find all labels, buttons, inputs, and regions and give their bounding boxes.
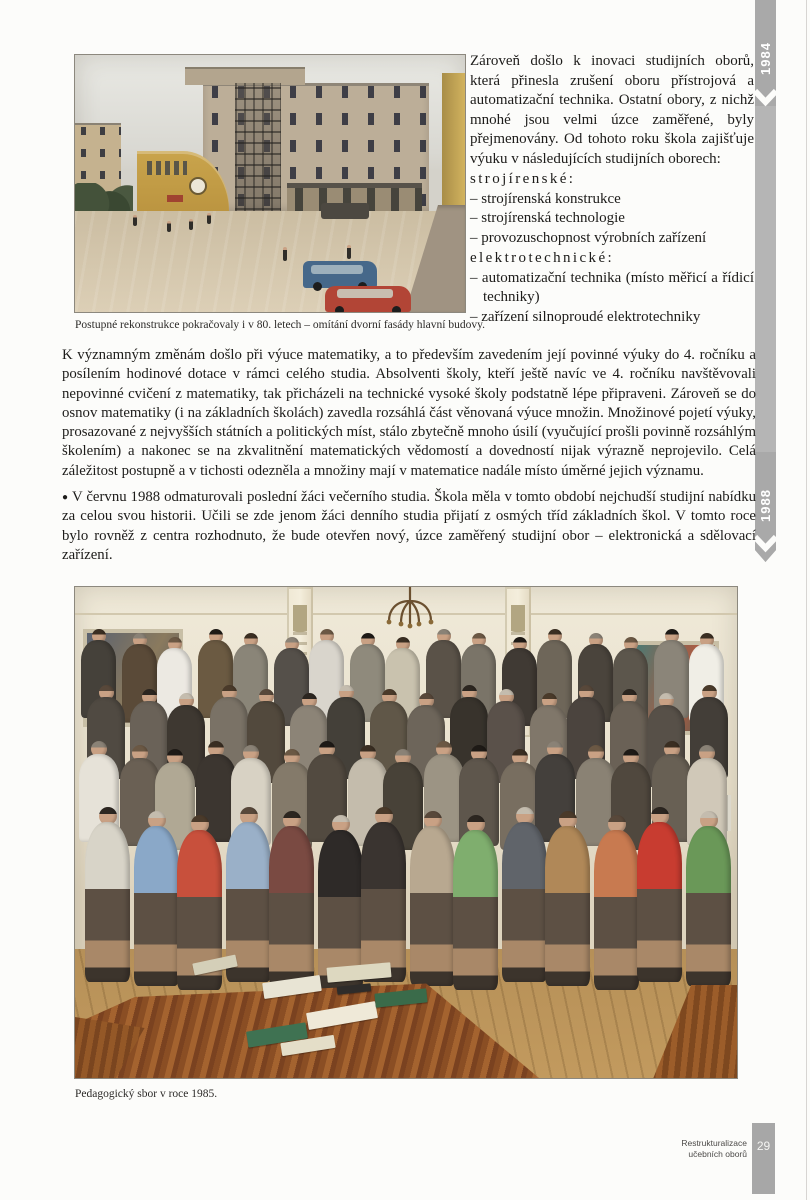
field-group-title-electrical: elektrotechnické:: [470, 250, 615, 266]
person: [410, 811, 455, 986]
blue-station-wagon: [303, 261, 377, 288]
chapter-label-line1: Restrukturalizace: [681, 1138, 747, 1148]
person-figure: [189, 219, 193, 230]
chapter-label: [681, 1138, 747, 1160]
list-item: – strojírenská technologie: [470, 210, 625, 226]
list-item: – zařízení silnoproudé elektrotechniky: [470, 308, 701, 325]
page-number: 29: [756, 1139, 771, 1153]
person-torso: [502, 822, 547, 982]
field-group-title-mechanical: strojírenské:: [470, 171, 576, 187]
intro-paragraph: Zároveň došlo k inovaci studijních oborů, která přinesla zrušení oboru přístrojová a automatizační technika. Ostatní obory, z nichž mnohé jsou velmi úzce zaměřené, byly přejmenovány. Od tohoto roku škola zajišťuje výuku v následujících studijních oborech:: [470, 53, 754, 167]
person-torso: [594, 830, 639, 990]
paragraph-1988-text: V červnu 1988 odmaturovali poslední žáci večerního studia. Škola měla v tomto období nejchudší studijní nabídku za celou svou historii. Učili se zde jenom žáci denního studia přijatí z osmých tříd základních škol. V tomto roce bylo rovněž z centra rozhodnuto, že bude otevřen nový, úzce zaměřený studijní obor – elektronická a sdělovací zařízení.: [62, 489, 756, 563]
person-torso: [361, 822, 406, 982]
chandelier-icon: [375, 587, 445, 633]
wheel-icon: [392, 306, 401, 312]
car-windows: [311, 265, 363, 274]
annex-windows: [147, 161, 187, 175]
timeline-year-1984: 1984: [758, 42, 773, 76]
paragraph-mathematics: K významným změnám došlo při výuce matematiky, a to především zavedením její povinné výuky do 4. ročníku a posílením hodinové dotace v rámci celého studia. Absolventi školy, kteří ještě navíc ve 4. ročníku navštěvovali nepovinné cvičení z matematiky, tak přicházeli na technické vysoké školy podstatně lépe připraveni. Zároveň se do osnov matematiky (i na základních školách) zavedla rozsáhlá část věnovaná výuce množin. Množinové pojetí výuky, prosazované z nejvyšších státních a politických míst, stálo zbytečně mnoho úsilí (vyučující prošli povinně rozsáhlým školením) a nakonec se na zkvalitnění matematických vědomostí a dovedností nijak výrazně neprojevilo. Celá záležitost postupně a v tichosti odezněla a množiny mají v matematice nadále místo úměrné jejich významu.: [62, 347, 756, 479]
person: [637, 807, 682, 982]
person: [594, 815, 639, 990]
person: [502, 807, 547, 982]
wheel-icon: [335, 306, 344, 312]
car-windows: [337, 289, 393, 298]
electrical-fields-list: [470, 269, 754, 328]
person: [318, 815, 363, 990]
person: [361, 807, 406, 982]
person-torso: [545, 826, 590, 986]
page-number-box: [752, 1123, 775, 1194]
person: [85, 807, 130, 982]
group-photo-caption: Pedagogický sbor v roce 1985.: [75, 1088, 218, 1100]
person-torso: [269, 826, 314, 986]
person-torso: [134, 826, 179, 986]
person-figure: [207, 213, 211, 224]
mechanical-fields-list: [470, 190, 754, 249]
courtyard-photo-caption: Postupné rekonstrukce pokračovaly i v 80. letech – omítání dvorní fasády hlavní budovy.: [75, 319, 485, 331]
timeline-year-1988: 1988: [758, 489, 773, 523]
person: [134, 811, 179, 986]
person-figure: [347, 245, 351, 259]
scan-edge-line: [806, 0, 807, 1200]
list-item: – strojírenská konstrukce: [470, 190, 621, 207]
red-sign: [167, 195, 183, 202]
person-torso: [686, 826, 731, 986]
person-torso: [410, 826, 455, 986]
round-emblem: [189, 177, 207, 195]
intro-column: [470, 52, 754, 327]
person-torso: [637, 822, 682, 982]
person-torso: [453, 830, 498, 990]
person: [686, 811, 731, 986]
bullet-icon: ●: [62, 492, 69, 504]
group-photo: [75, 587, 737, 1078]
main-text: [62, 346, 756, 565]
person-figure: [167, 221, 171, 232]
person: [453, 815, 498, 990]
person: [269, 811, 314, 986]
person: [545, 811, 590, 986]
scaffolding: [235, 83, 281, 221]
courtyard-photo: [75, 55, 465, 312]
person-torso: [85, 822, 130, 982]
paragraph-1988: [62, 488, 756, 565]
wheel-icon: [313, 282, 322, 291]
list-item: – provozuschopnost výrobních zařízení: [470, 229, 707, 246]
red-car: [325, 286, 411, 312]
person-figure: [283, 247, 287, 261]
material-pile: [321, 203, 369, 219]
chapter-label-line2: učebních oborů: [688, 1149, 747, 1159]
person-figure: [133, 215, 137, 226]
list-item: – automatizační technika (místo měřicí a řídicí techniky): [470, 269, 754, 305]
